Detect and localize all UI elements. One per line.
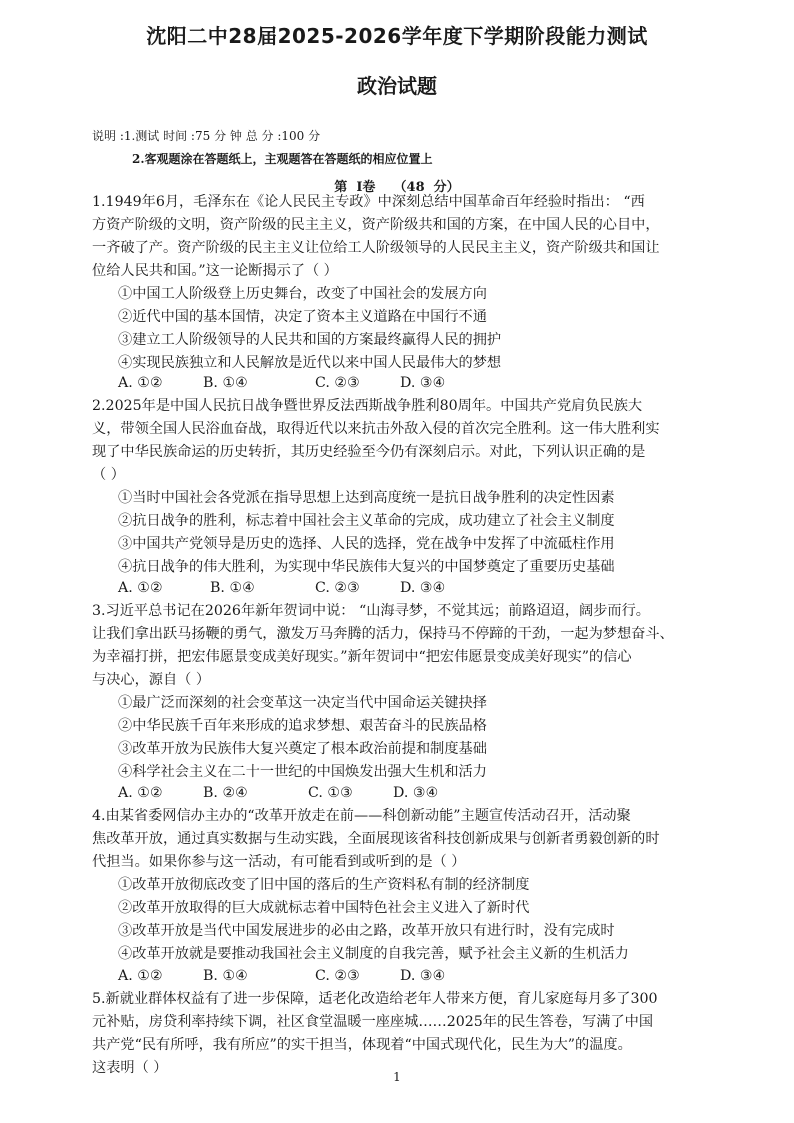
question-3-stem-3: 为幸福打拼，把宏伟愿景变成美好现实。”新年贺词中“把宏伟愿景变成美好现实”的信心: [92, 649, 632, 665]
question-1-option-2: ②近代中国的基本国情，决定了资本主义道路在中国行不通: [118, 309, 487, 325]
instructions-line-2: 2.客观题涂在答题纸上，主观题答在答题纸的相应位置上: [132, 152, 433, 166]
question-4-choice-c[interactable]: C. ②③: [315, 968, 360, 984]
question-1-choice-b[interactable]: B. ①④: [203, 375, 248, 391]
question-1-choice-c[interactable]: C. ②③: [315, 375, 360, 391]
question-5-stem-2: 元补贴，房贷利率持续下调，社区食堂温暖一座座城……2025年的民生答卷，写满了中国: [92, 1014, 654, 1030]
question-4-choice-a[interactable]: A. ①②: [118, 968, 163, 984]
question-4-stem-1: 4.由某省委网信办主办的“改革开放走在前——科创新动能”主题宣传活动召开，活动聚: [92, 808, 631, 824]
question-3-option-1: ①最广泛而深刻的社会变革这一决定当代中国命运关键抉择: [118, 695, 487, 711]
question-4-option-2: ②改革开放取得的巨大成就标志着中国特色社会主义进入了新时代: [118, 900, 530, 916]
question-2-choice-c[interactable]: C. ②③: [315, 580, 360, 596]
question-5-stem-1: 5.新就业群体权益有了进一步保障，适老化改造给老年人带来方便，育儿家庭每月多了300: [92, 991, 658, 1007]
question-3-option-4: ④科学社会主义在二十一世纪的中国焕发出强大生机和活力: [118, 764, 487, 780]
question-4-choice-d[interactable]: D. ③④: [400, 968, 446, 984]
page-number: 1: [393, 1070, 401, 1084]
question-4-stem-2: 焦改革开放，通过真实数据与生动实践，全面展现该省科技创新成果与创新者勇毅创新的时: [92, 831, 660, 847]
question-2-option-4: ④抗日战争的伟大胜利，为实现中华民族伟大复兴的中国梦奠定了重要历史基础: [118, 559, 615, 575]
question-1-choice-d[interactable]: D. ③④: [400, 375, 446, 391]
question-2-choice-b[interactable]: B. ①④: [210, 580, 255, 596]
question-2-option-2: ②抗日战争的胜利，标志着中国社会主义革命的完成，成功建立了社会主义制度: [118, 513, 615, 529]
question-5-stem-4: 这表明（ ）: [92, 1060, 168, 1076]
question-2-stem-2: 义，带领全国人民浴血奋战，取得近代以来抗击外敌入侵的首次完全胜利。这一伟大胜利实: [92, 421, 660, 437]
question-3-choice-c[interactable]: C. ①③: [308, 785, 353, 801]
section-title: 第 Ⅰ卷 （48 分）: [334, 180, 460, 195]
question-3-choice-d[interactable]: D. ③④: [393, 785, 439, 801]
question-2-option-3: ③中国共产党领导是历史的选择、人民的选择，党在战争中发挥了中流砥柱作用: [118, 536, 615, 552]
question-3-choice-b[interactable]: B. ②④: [203, 785, 248, 801]
question-2-choice-d[interactable]: D. ③④: [400, 580, 446, 596]
instructions-line-1: 说明 :1.测试 时间 :75 分 钟 总 分 :100 分: [92, 129, 321, 143]
question-3-option-3: ③改革开放为民族伟大复兴奠定了根本政治前提和制度基础: [118, 741, 487, 757]
question-3-stem-2: 让我们拿出跃马扬鞭的勇气，激发万马奔腾的活力，保持马不停蹄的干劲，一起为梦想奋斗、: [92, 626, 674, 642]
exam-title: 沈阳二中28届2025-2026学年度下学期阶段能力测试: [146, 24, 648, 48]
question-4-option-3: ③改革开放是当代中国发展进步的必由之路，改革开放只有进行时，没有完成时: [118, 923, 615, 939]
question-1-option-1: ①中国工人阶级登上历史舞台，改变了中国社会的发展方向: [118, 286, 487, 302]
question-5-stem-3: 共产党“民有所呼，我有所应”的实干担当，体现着“中国式现代化，民生为大”的温度。: [92, 1037, 632, 1053]
question-1-option-4: ④实现民族独立和人民解放是近代以来中国人民最伟大的梦想: [118, 355, 502, 371]
question-2-stem-4: （ ）: [92, 467, 125, 483]
question-1-option-3: ③建立工人阶级领导的人民共和国的方案最终赢得人民的拥护: [118, 332, 502, 348]
question-4-option-1: ①改革开放彻底改变了旧中国的落后的生产资料私有制的经济制度: [118, 877, 530, 893]
question-2-stem-1: 2.2025年是中国人民抗日战争暨世界反法西斯战争胜利80周年。中国共产党肩负民族大: [92, 398, 643, 414]
question-3-stem-1: 3.习近平总书记在2026年新年贺词中说： “山海寻梦，不觉其远；前路迢迢，阔步而行。: [92, 603, 650, 619]
question-4-choice-b[interactable]: B. ①④: [203, 968, 248, 984]
question-1-choice-a[interactable]: A. ①②: [118, 375, 163, 391]
question-4-stem-3: 代担当。如果你参与这一活动，有可能看到或听到的是（ ）: [92, 854, 466, 870]
question-3-stem-4: 与决心，源自（ ）: [92, 672, 211, 688]
question-1-stem-1: 1.1949年6月，毛泽东在《论人民民主专政》中深刻总结中国革命百年经验时指出： “西: [92, 194, 645, 210]
question-2-choice-a[interactable]: A. ①②: [118, 580, 163, 596]
question-1-stem-3: 一齐破了产。资产阶级的民主主义让位给工人阶级领导的人民民主主义，资产阶级共和国让: [92, 240, 660, 256]
question-1-stem-2: 方资产阶级的文明，资产阶级的民主主义，资产阶级共和国的方案，在中国人民的心目中，: [92, 217, 660, 233]
question-1-stem-4: 位给人民共和国。”这一论断揭示了（ ）: [92, 263, 338, 279]
exam-subject: 政治试题: [357, 74, 437, 98]
question-4-option-4: ④改革开放就是要推动我国社会主义制度的自我完善，赋予社会主义新的生机活力: [118, 946, 629, 962]
question-2-stem-3: 现了中华民族命运的历史转折，其历史经验至今仍有深刻启示。对此，下列认识正确的是: [92, 444, 646, 460]
question-3-choice-a[interactable]: A. ①②: [118, 785, 163, 801]
question-3-option-2: ②中华民族千百年来形成的追求梦想、艰苦奋斗的民族品格: [118, 718, 487, 734]
question-2-option-1: ①当时中国社会各党派在指导思想上达到高度统一是抗日战争胜利的决定性因素: [118, 490, 615, 506]
